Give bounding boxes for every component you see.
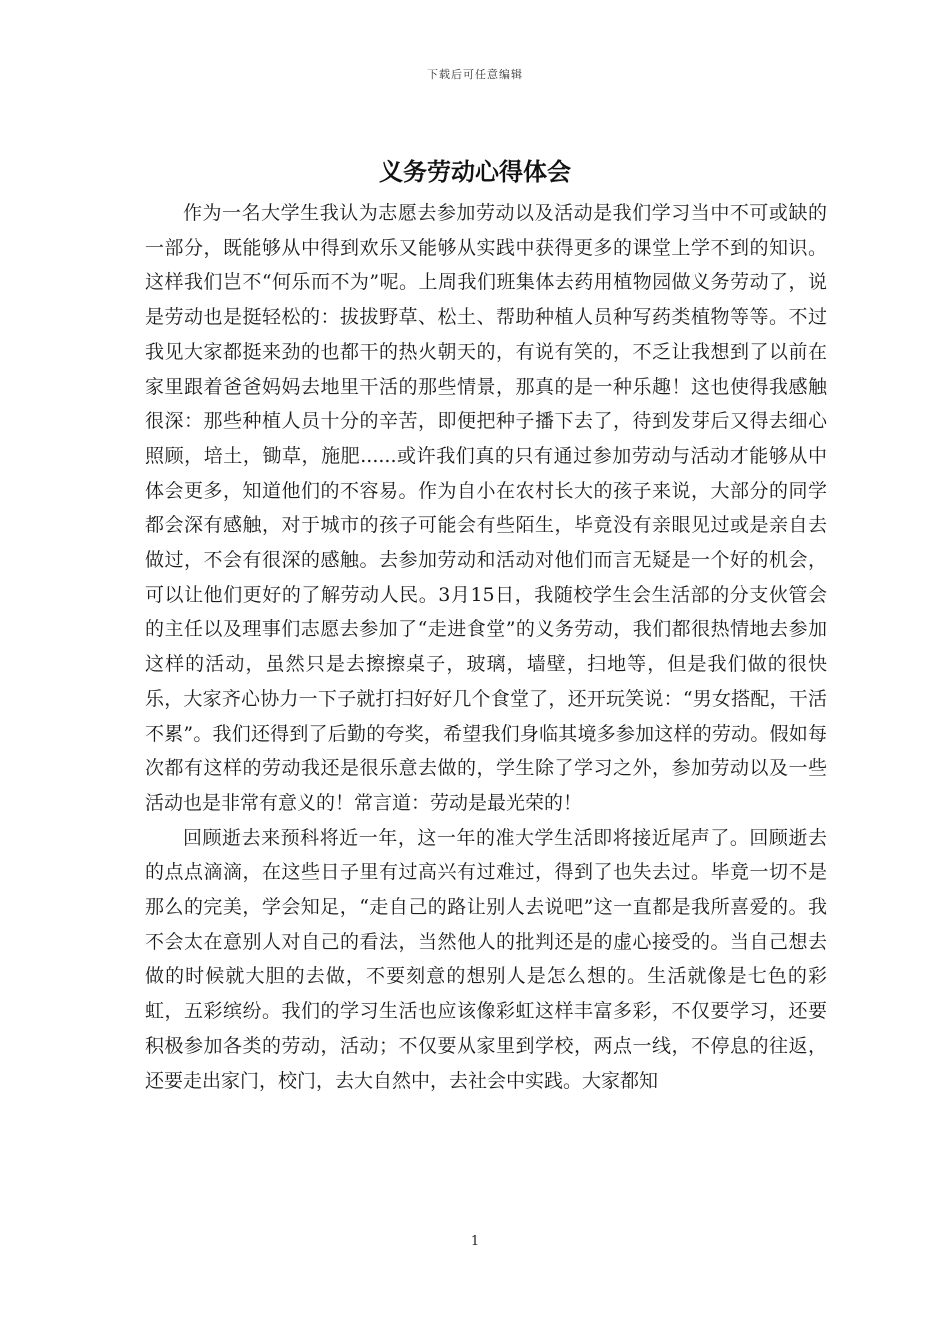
document-title: 义务劳动心得体会 [379,158,571,186]
paragraph-1: 作为一名大学生我认为志愿去参加劳动以及活动是我们学习当中不可或缺的一部分，既能够从中得到欢乐又能够从实践中获得更多的课堂上学不到的知识。这样我们岂不“何乐而不为”呢。上周我们班集体去药用植物园做义务劳动了，说是劳动也是挺轻松的：拔拔野草、松土、帮助种植人员种写药类植物等等。不过我见大家都挺来劲的也都干的热火朝天的，有说有笑的，不乏让我想到了以前在家里跟着爸爸妈妈去地里干活的那些情景，那真的是一种乐趣！这也使得我感触很深：那些种植人员十分的辛苦，即便把种子播下去了，待到发芽后又得去细心照顾，培土，锄草，施肥......或许我们真的只有通过参加劳动与活动才能够从中体会更多，知道他们的不容易。作为自小在农村长大的孩子来说，大部分的同学都会深有感触，对于城市的孩子可能会有些陌生，毕竟没有亲眼见过或是亲自去做过，不会有很深的感触。去参加劳动和活动对他们而言无疑是一个好的机会，可以让他们更好的了解劳动人民。3月15日，我随校学生会生活部的分支伙管会的主任以及理事们志愿去参加了“走进食堂”的义务劳动，我们都很热情地去参加这样的活动，虽然只是去擦擦桌子，玻璃，墙壁，扫地等，但是我们做的很快乐，大家齐心协力一下子就打扫好好几个食堂了，还开玩笑说：“男女搭配，干活不累”。我们还得到了后勤的夸奖，希望我们身临其境多参加这样的劳动。假如每次都有这样的劳动我还是很乐意去做的，学生除了学习之外，参加劳动以及一些活动也是非常有意义的！常言道：劳动是最光荣的！ [145,202,827,814]
paragraph-2: 回顾逝去来预科将近一年，这一年的准大学生活即将接近尾声了。回顾逝去的点点滴滴，在这些日子里有过高兴有过难过，得到了也失去过。毕竟一切不是那么的完美，学会知足，“走自己的路让别人去说吧”这一直都是我所喜爱的。我不会太在意别人对自己的看法，当然他人的批判还是的虚心接受的。当自己想去做的时候就大胆的去做，不要刻意的想别人是怎么想的。生活就像是七色的彩虹，五彩缤纷。我们的学习生活也应该像彩虹这样丰富多彩，不仅要学习，还要积极参加各类的劳动，活动；不仅要从家里到学校，两点一线，不停息的往返，还要走出家门，校门，去大自然中，去社会中实践。大家都知 [145,826,827,1092]
page-number: 1 [470,1234,480,1249]
header-note: 下载后可任意编辑 [427,68,523,81]
document-body [145,196,827,1098]
